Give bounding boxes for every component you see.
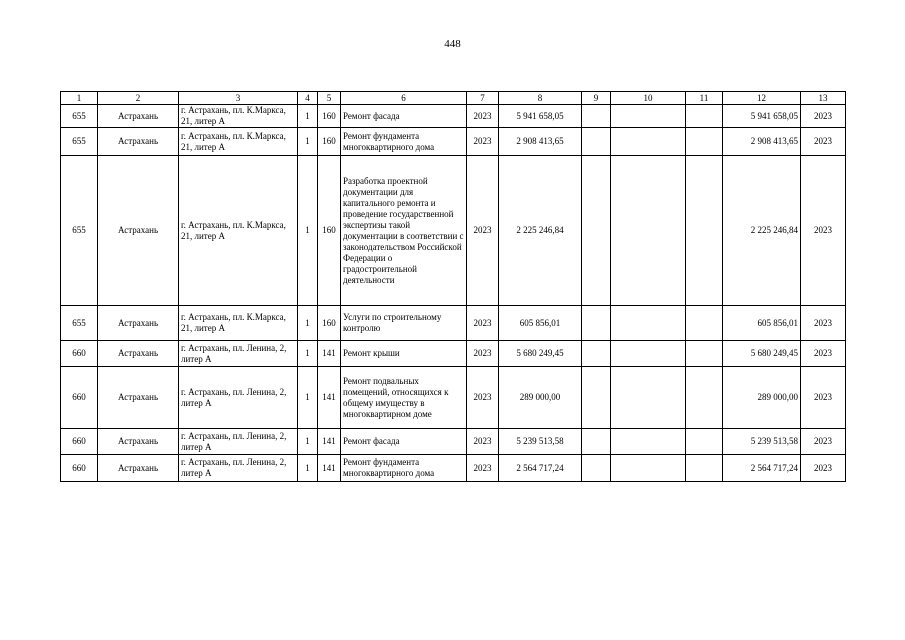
col4-cell: 1 [298, 341, 318, 367]
amount-cell: 605 856,01 [499, 306, 582, 341]
header-cell: 12 [723, 92, 801, 105]
year-cell: 2023 [467, 367, 499, 429]
col5-cell: 141 [318, 455, 341, 482]
header-cell: 11 [686, 92, 723, 105]
col9-cell [582, 341, 611, 367]
address-cell: г. Астрахань, пл. К.Маркса, 21, литер А [179, 105, 298, 128]
col11-cell [686, 429, 723, 455]
col11-cell [686, 156, 723, 306]
col11-cell [686, 367, 723, 429]
col9-cell [582, 306, 611, 341]
total-cell: 289 000,00 [723, 367, 801, 429]
col5-cell: 160 [318, 105, 341, 128]
col5-cell: 141 [318, 429, 341, 455]
header-cell: 6 [341, 92, 467, 105]
col5-cell: 141 [318, 367, 341, 429]
col9-cell [582, 455, 611, 482]
year-cell: 2023 [467, 455, 499, 482]
col10-cell [611, 367, 686, 429]
end-year-cell: 2023 [801, 105, 846, 128]
table-row [61, 455, 846, 482]
work-type-cell: Ремонт фасада [341, 429, 467, 455]
total-cell: 2 564 717,24 [723, 455, 801, 482]
col9-cell [582, 128, 611, 156]
end-year-cell: 2023 [801, 128, 846, 156]
work-type-cell: Разработка проектной документации для капитального ремонта и проведение государственной экспертизы такой документации в соответствии с законодательством Российской Федерации о градостроительной деятельности [341, 156, 467, 306]
table-row [61, 341, 846, 367]
address-cell: г. Астрахань, пл. К.Маркса, 21, литер А [179, 156, 298, 306]
address-cell: г. Астрахань, пл. К.Маркса, 21, литер А [179, 128, 298, 156]
col4-cell: 1 [298, 429, 318, 455]
col11-cell [686, 105, 723, 128]
city-cell: Астрахань [98, 429, 179, 455]
header-cell: 1 [61, 92, 98, 105]
table-row [61, 128, 846, 156]
amount-cell: 289 000,00 [499, 367, 582, 429]
capital-repair-table [60, 91, 846, 482]
total-cell: 5 941 658,05 [723, 105, 801, 128]
end-year-cell: 2023 [801, 367, 846, 429]
col9-cell [582, 367, 611, 429]
col5-cell: 160 [318, 306, 341, 341]
col10-cell [611, 156, 686, 306]
year-cell: 2023 [467, 429, 499, 455]
row-number-cell: 660 [61, 367, 98, 429]
col9-cell [582, 156, 611, 306]
row-number-cell: 660 [61, 455, 98, 482]
city-cell: Астрахань [98, 105, 179, 128]
col11-cell [686, 306, 723, 341]
city-cell: Астрахань [98, 341, 179, 367]
total-cell: 5 680 249,45 [723, 341, 801, 367]
amount-cell: 2 908 413,65 [499, 128, 582, 156]
work-type-cell: Ремонт крыши [341, 341, 467, 367]
header-cell: 5 [318, 92, 341, 105]
col4-cell: 1 [298, 367, 318, 429]
col10-cell [611, 429, 686, 455]
col9-cell [582, 105, 611, 128]
end-year-cell: 2023 [801, 429, 846, 455]
header-cell: 3 [179, 92, 298, 105]
city-cell: Астрахань [98, 367, 179, 429]
table-row [61, 429, 846, 455]
table-row [61, 156, 846, 306]
col10-cell [611, 455, 686, 482]
year-cell: 2023 [467, 128, 499, 156]
header-cell: 7 [467, 92, 499, 105]
end-year-cell: 2023 [801, 455, 846, 482]
row-number-cell: 655 [61, 105, 98, 128]
address-cell: г. Астрахань, пл. Ленина, 2, литер А [179, 341, 298, 367]
end-year-cell: 2023 [801, 306, 846, 341]
header-cell: 4 [298, 92, 318, 105]
amount-cell: 5 239 513,58 [499, 429, 582, 455]
row-number-cell: 655 [61, 156, 98, 306]
col4-cell: 1 [298, 128, 318, 156]
work-type-cell: Ремонт фундамента многоквартирного дома [341, 128, 467, 156]
col10-cell [611, 341, 686, 367]
year-cell: 2023 [467, 306, 499, 341]
col5-cell: 160 [318, 156, 341, 306]
header-cell: 8 [499, 92, 582, 105]
year-cell: 2023 [467, 105, 499, 128]
end-year-cell: 2023 [801, 341, 846, 367]
address-cell: г. Астрахань, пл. Ленина, 2, литер А [179, 455, 298, 482]
city-cell: Астрахань [98, 128, 179, 156]
table-row [61, 306, 846, 341]
city-cell: Астрахань [98, 156, 179, 306]
row-number-cell: 655 [61, 128, 98, 156]
row-number-cell: 660 [61, 341, 98, 367]
amount-cell: 5 941 658,05 [499, 105, 582, 128]
table-row [61, 367, 846, 429]
col11-cell [686, 128, 723, 156]
col10-cell [611, 306, 686, 341]
address-cell: г. Астрахань, пл. К.Маркса, 21, литер А [179, 306, 298, 341]
header-cell: 10 [611, 92, 686, 105]
work-type-cell: Услуги по строительному контролю [341, 306, 467, 341]
year-cell: 2023 [467, 156, 499, 306]
col4-cell: 1 [298, 105, 318, 128]
col11-cell [686, 455, 723, 482]
amount-cell: 5 680 249,45 [499, 341, 582, 367]
page-number: 448 [444, 38, 461, 50]
col11-cell [686, 341, 723, 367]
end-year-cell: 2023 [801, 156, 846, 306]
work-type-cell: Ремонт подвальных помещений, относящихся к общему имуществу в многоквартирном доме [341, 367, 467, 429]
total-cell: 5 239 513,58 [723, 429, 801, 455]
col4-cell: 1 [298, 156, 318, 306]
address-cell: г. Астрахань, пл. Ленина, 2, литер А [179, 367, 298, 429]
header-cell: 13 [801, 92, 846, 105]
city-cell: Астрахань [98, 455, 179, 482]
col4-cell: 1 [298, 306, 318, 341]
col10-cell [611, 105, 686, 128]
year-cell: 2023 [467, 341, 499, 367]
table-row [61, 105, 846, 128]
city-cell: Астрахань [98, 306, 179, 341]
row-number-cell: 655 [61, 306, 98, 341]
row-number-cell: 660 [61, 429, 98, 455]
col4-cell: 1 [298, 455, 318, 482]
amount-cell: 2 564 717,24 [499, 455, 582, 482]
total-cell: 2 908 413,65 [723, 128, 801, 156]
address-cell: г. Астрахань, пл. Ленина, 2, литер А [179, 429, 298, 455]
column-number-row [61, 92, 846, 105]
col5-cell: 141 [318, 341, 341, 367]
work-type-cell: Ремонт фасада [341, 105, 467, 128]
header-cell: 2 [98, 92, 179, 105]
work-type-cell: Ремонт фундамента многоквартирного дома [341, 455, 467, 482]
col9-cell [582, 429, 611, 455]
total-cell: 2 225 246,84 [723, 156, 801, 306]
total-cell: 605 856,01 [723, 306, 801, 341]
header-cell: 9 [582, 92, 611, 105]
col5-cell: 160 [318, 128, 341, 156]
col10-cell [611, 128, 686, 156]
amount-cell: 2 225 246,84 [499, 156, 582, 306]
